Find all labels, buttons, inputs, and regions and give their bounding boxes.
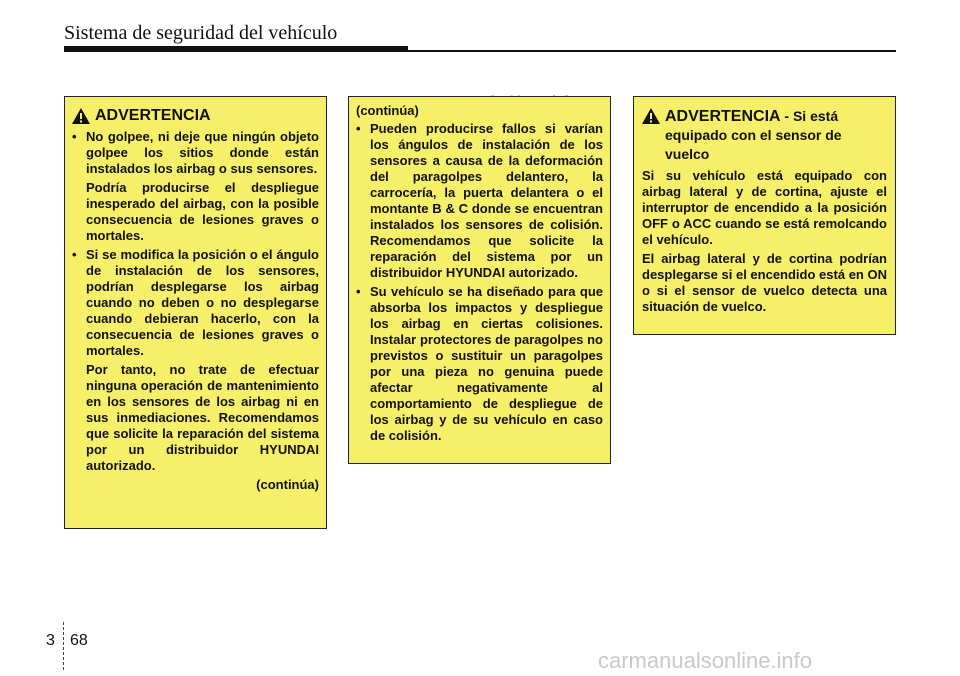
warning-heading-text: ADVERTENCIA	[95, 107, 211, 124]
list-item-text: Su vehículo se ha diseñado para que absorba los impactos y despliegue los airbag en ciertas colisiones. Instalar protectores de paragolpes no previstos o sustituir un paragolpes por una pieza no genuina puede afectar negativamente al comportamiento de despliegue de los airbag y de su vehículo en caso de colisión.	[370, 284, 603, 443]
bullet-dot: •	[72, 247, 77, 262]
bullet-dot: •	[356, 121, 361, 136]
warning-heading-text	[665, 107, 887, 164]
bullet-dot: •	[356, 284, 361, 299]
list-item	[356, 121, 603, 281]
bullet-dot: •	[72, 129, 77, 144]
warning-heading-sub: - Si está equipado con el sensor de vuelco	[665, 108, 842, 162]
continued-note: (continúa)	[256, 477, 319, 492]
warning-heading-3	[642, 107, 887, 164]
list-item-continuation: Podría producirse el despliegue inesperado del airbag, con la posible consecuencia de lesiones graves o mortales.	[86, 180, 319, 243]
list-item	[356, 284, 603, 444]
list-item	[72, 247, 319, 359]
warning-triangle-icon	[72, 108, 90, 124]
warning-box-2	[348, 96, 611, 464]
warning-heading-1	[72, 107, 319, 125]
list-item-text: No golpee, ni deje que ningún objeto golpee los sitios donde están instalados los airbag o sus sensores.	[86, 129, 319, 176]
list-item-continuation: Por tanto, no trate de efectuar ninguna operación de mantenimiento en los sensores de los airbag ni en sus inmediaciones. Recomendamos que solicite la reparación del sistema por un distribuidor HYUNDAI autorizado.	[86, 362, 319, 473]
paragraph: El airbag lateral y de cortina podrían desplegarse si el encendido está en ON o si el sensor de vuelco detecta una situación de vuelco.	[642, 251, 887, 314]
warning-heading-main: ADVERTENCIA	[665, 108, 780, 125]
page-header-title: Sistema de seguridad del vehículo	[64, 22, 338, 44]
header-rule-thin	[408, 50, 896, 52]
list-item-text: Pueden producirse fallos si varían los ángulos de instalación de los sensores a causa de la deformación del paragolpes delantero, la carrocería, la puerta delantera o el montante B & C donde se encuentran instalados los sensores de colisión. Recomendamos que solicite la reparación del sistema por un distribuidor HYUNDAI autorizado.	[370, 121, 603, 280]
section-number: 3	[46, 632, 55, 649]
warning-box-1	[64, 96, 327, 529]
paragraph: Si su vehículo está equipado con airbag lateral y de cortina, ajuste el interruptor de encendido a la posición OFF o ACC cuando se está remolcando el vehículo.	[642, 168, 887, 247]
footer-watermark: carmanualsonline.info	[598, 648, 813, 673]
continued-note: (continúa)	[356, 103, 419, 118]
warning-box-3	[633, 96, 896, 335]
warning-triangle-icon	[642, 108, 660, 124]
list-item-text: Si se modifica la posición o el ángulo de instalación de los sensores, podrían desplegarse los airbag cuando no deben o no desplegarse cuando debieran hacerlo, con la consecuencia de lesiones graves o mortales.	[86, 247, 319, 358]
list-item	[72, 129, 319, 177]
page-number: 68	[70, 632, 88, 649]
page-number-divider	[63, 622, 64, 670]
header-rule-thick	[64, 46, 408, 52]
